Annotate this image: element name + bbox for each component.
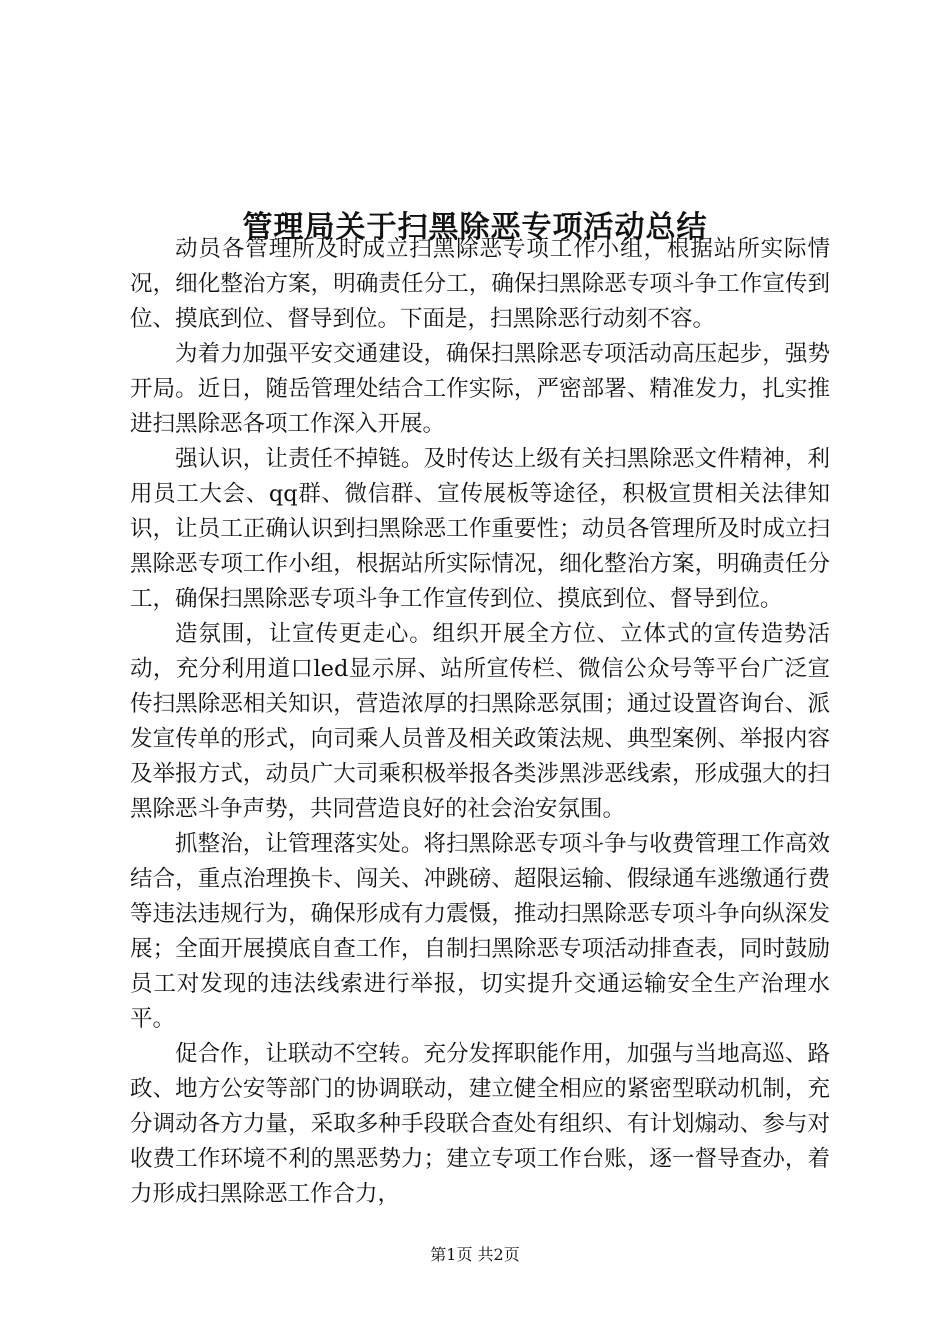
- document-body: [130, 232, 830, 1212]
- paragraph-6: 促合作，让联动不空转。充分发挥职能作用，加强与当地高巡、路政、地方公安等部门的协调联动，建立健全相应的紧密型联动机制，充分调动各方力量，采取多种手段联合查处有组织、有计划煽动、参与对收费工作环境不利的黑恶势力；建立专项工作台账，逐一督导查办，着力形成扫黑除恶工作合力，: [130, 1041, 830, 1207]
- paragraph-2: 为着力加强平安交通建设，确保扫黑除恶专项活动高压起步，强势开局。近日，随岳管理处结合工作实际，严密部署、精准发力，扎实推进扫黑除恶各项工作深入开展。: [130, 341, 830, 437]
- paragraph-5: 抓整治，让管理落实处。将扫黑除恶专项斗争与收费管理工作高效结合，重点治理换卡、闯关、冲跳磅、超限运输、假绿通车逃缴通行费等违法违规行为，确保形成有力震慑，推动扫黑除恶专项斗争向纵深发展；全面开展摸底自查工作，自制扫黑除恶专项活动排查表，同时鼓励员工对发现的违法线索进行举报，切实提升交通运输安全生产治理水平。: [130, 831, 830, 1032]
- paragraph-4: 造氛围，让宣传更走心。组织开展全方位、立体式的宣传造势活动，充分利用道口led显示屏、站所宣传栏、微信公众号等平台广泛宣传扫黑除恶相关知识，营造浓厚的扫黑除恶氛围；通过设置咨询台、派发宣传单的形式，向司乘人员普及相关政策法规、典型案例、举报内容及举报方式，动员广大司乘积极举报各类涉黑涉恶线索，形成强大的扫黑除恶斗争声势，共同营造良好的社会治安氛围。: [130, 621, 830, 822]
- paragraph-3: 强认识，让责任不掉链。及时传达上级有关扫黑除恶文件精神，利用员工大会、qq群、微信群、宣传展板等途径，积极宣贯相关法律知识，让员工正确认识到扫黑除恶工作重要性；动员各管理所及时成立扫黑除恶专项工作小组，根据站所实际情况，细化整治方案，明确责任分工，确保扫黑除恶专项斗争工作宣传到位、摸底到位、督导到位。: [130, 446, 830, 612]
- document-title: 管理局关于扫黑除恶专项活动总结: [242, 210, 708, 246]
- page-number-footer: 第1页 共2页: [430, 1245, 520, 1264]
- paragraph-1: 动员各管理所及时成立扫黑除恶专项工作小组，根据站所实际情况，细化整治方案，明确责任分工，确保扫黑除恶专项斗争工作宣传到位、摸底到位、督导到位。下面是，扫黑除恶行动刻不容。: [130, 236, 830, 332]
